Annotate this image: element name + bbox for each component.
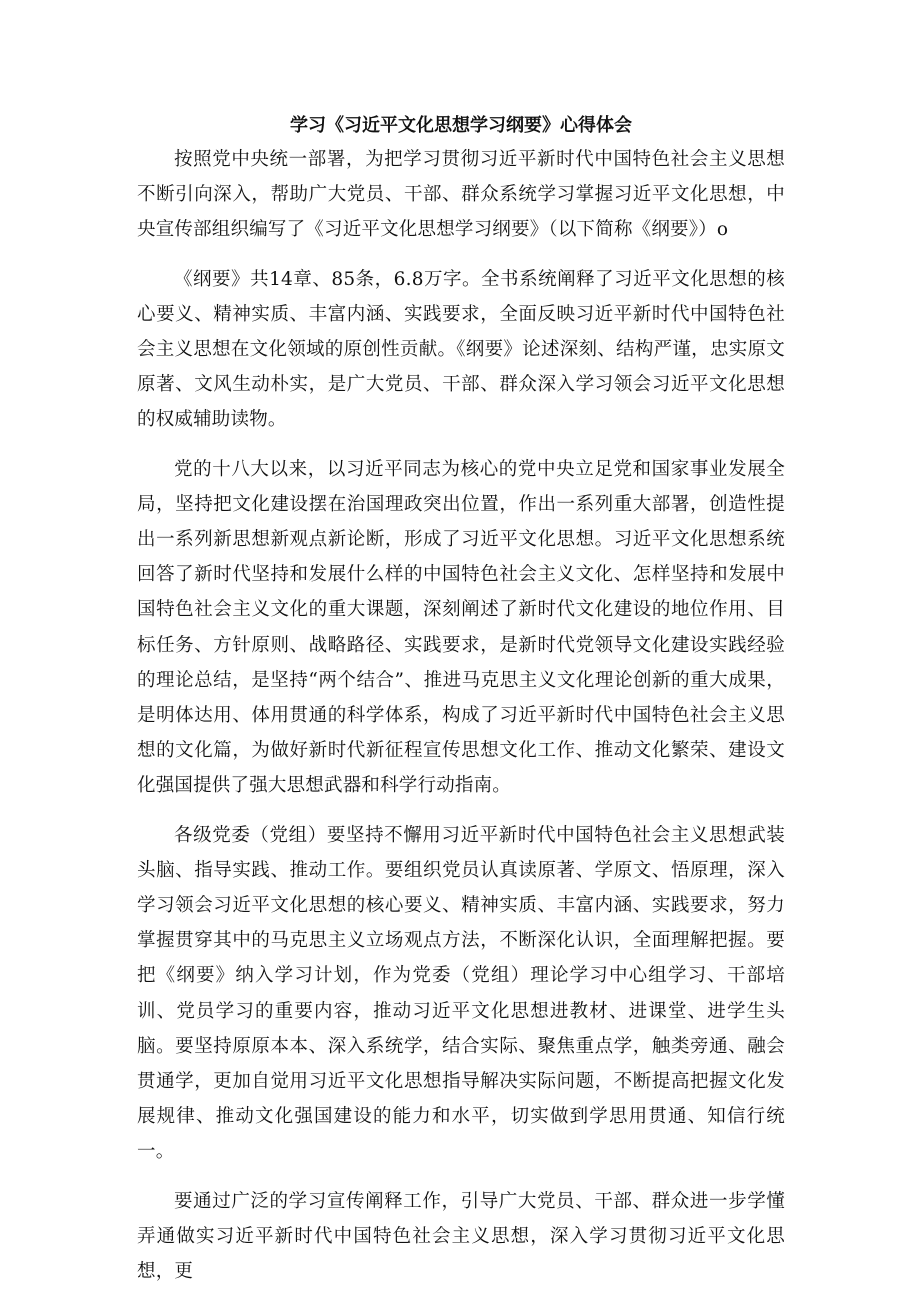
paragraph: 按照党中央统一部署，为把学习贯彻习近平新时代中国特色社会主义思想不断引向深入，帮助广大党员、干部、群众系统学习掌握习近平文化思想，中央宣传部组织编写了《习近平文化思想学习纲要》（以下简称《纲要》）o bbox=[137, 149, 785, 241]
paragraph: 党的十八大以来，以习近平同志为核心的党中央立足党和国家事业发展全局，坚持把文化建设摆在治国理政突出位置，作出一系列重大部署，创造性提出一系列新思想新观点新论断，形成了习近平文化思想。习近平文化思想系统回答了新时代坚持和发展什么样的中国特色社会主义文化、怎样坚持和发展中国特色社会主义文化的重大课题，深刻阐述了新时代文化建设的地位作用、目标任务、方针原则、战略路径、实践要求，是新时代党领导文化建设实践经验的理论总结，是坚持“两个结合”、推进马克思主义文化理论创新的重大成果，是明体达用、体用贯通的科学体系，构成了习近平新时代中国特色社会主义思想的文化篇，为做好新时代新征程宣传思想文化工作、推动文化繁荣、建设文化强国提供了强大思想武器和科学行动指南。 bbox=[137, 458, 785, 797]
paragraph: 各级党委（党组）要坚持不懈用习近平新时代中国特色社会主义思想武装头脑、指导实践、推动工作。要组织党员认真读原著、学原文、悟原理，深入学习领会习近平文化思想的核心要义、精神实质、丰富内涵、实践要求，努力掌握贯穿其中的马克思主义立场观点方法，不断深化认识，全面理解把握。要把《纲要》纳入学习计划，作为党委（党组）理论学习中心组学习、干部培训、党员学习的重要内容，推动习近平文化思想进教材、进课堂、进学生头脑。要坚持原原本本、深入系统学，结合实际、聚焦重点学，触类旁通、融会贯通学，更加自觉用习近平文化思想指导解决实际问题，不断提高把握文化发展规律、推动文化强国建设的能力和水平，切实做到学思用贯通、知信行统一。 bbox=[137, 824, 785, 1163]
paragraph: 要通过广泛的学习宣传阐释工作，引导广大党员、干部、群众进一步学懂弄通做实习近平新时代中国特色社会主义思想，深入学习贯彻习近平文化思想，更 bbox=[137, 1190, 785, 1283]
paragraph: 《纲要》共14章、85条，6.8万字。全书系统阐释了习近平文化思想的核心要义、精神实质、丰富内涵、实践要求，全面反映习近平新时代中国特色社会主义思想在文化领域的原创性贡献。《纲要》论述深刻、结构严谨，忠实原文原著、文风生动朴实，是广大党员、干部、群众深入学习领会习近平文化思想的权威辅助读物。 bbox=[137, 268, 785, 431]
document-title: 学习《习近平文化思想学习纲要》心得体会 bbox=[290, 115, 632, 136]
document-body bbox=[137, 112, 785, 1303]
